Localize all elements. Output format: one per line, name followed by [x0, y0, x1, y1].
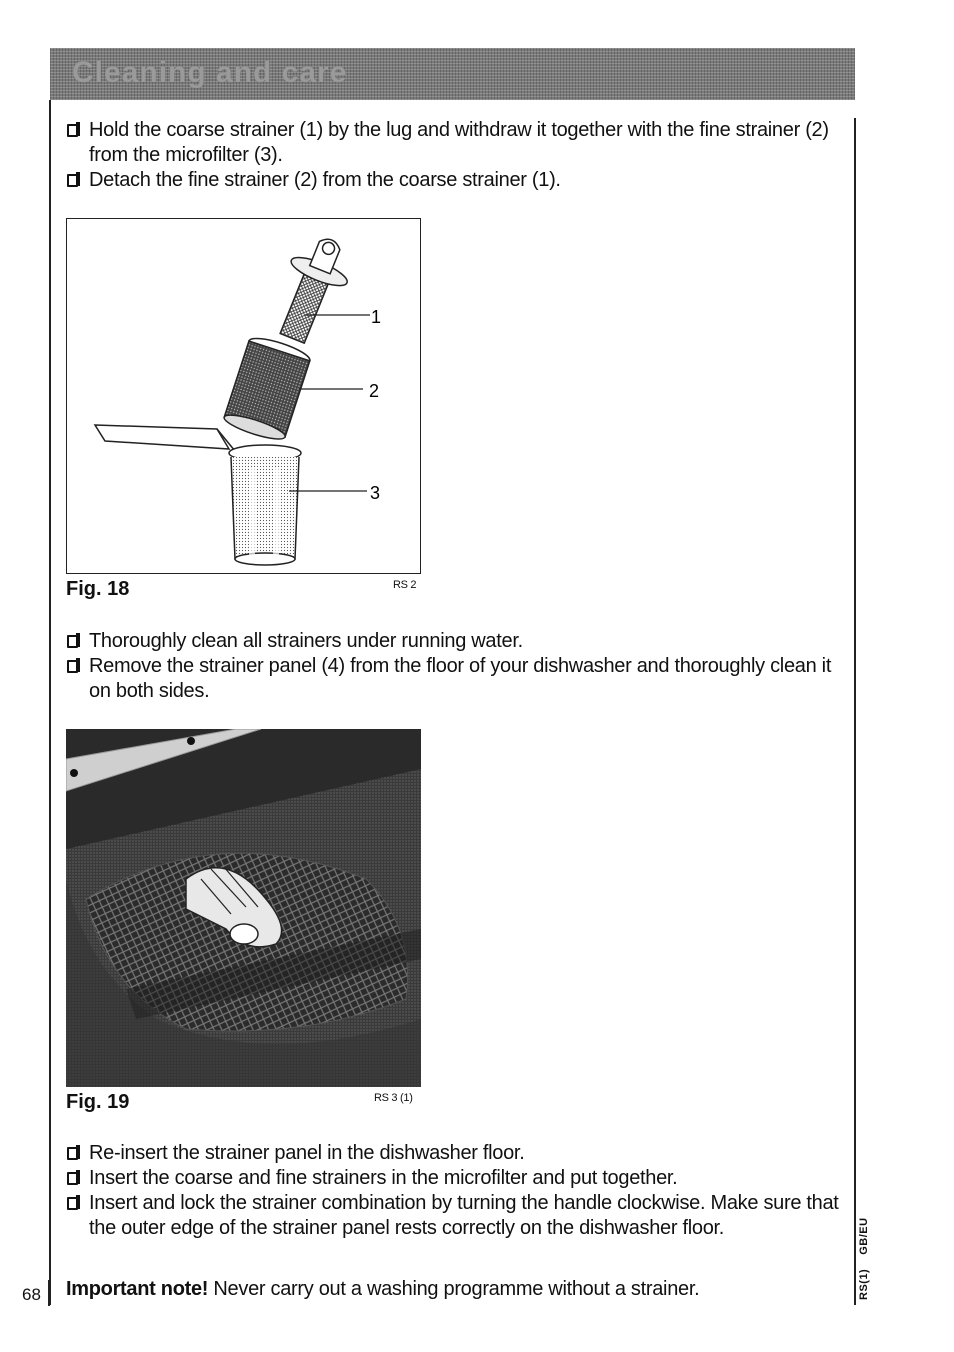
- figure-19-label: Fig. 19: [66, 1091, 130, 1113]
- side-document-code: [858, 1203, 870, 1300]
- figure-18-code: RS 2: [393, 579, 417, 591]
- left-margin-rule: [49, 100, 51, 1305]
- right-margin-rule: [854, 118, 856, 1305]
- list-item: [66, 168, 846, 193]
- instructions-block-2: [66, 629, 846, 704]
- page-number: 68: [22, 1285, 41, 1304]
- instructions-block-3: [66, 1141, 846, 1241]
- list-item-text: Insert the coarse and fine strainers in the microfilter and put together.: [89, 1167, 678, 1189]
- list-item-text: Detach the fine strainer (2) from the coarse strainer (1).: [89, 169, 561, 191]
- page-number-rule: [48, 1280, 50, 1306]
- checkbox-bullet-icon: [67, 1197, 78, 1210]
- checkbox-bullet-icon: [67, 124, 78, 137]
- strainer-assembly-drawing: [67, 219, 419, 572]
- instructions-block-1: [66, 118, 846, 193]
- list-item-text: Hold the coarse strainer (1) by the lug and withdraw it together with the fine strainer (2) from the microfilter (3).: [89, 119, 829, 166]
- callout-2: 2: [369, 381, 380, 401]
- list-item: [66, 1166, 846, 1191]
- list-item: [66, 1141, 846, 1166]
- figure-19-photo: [66, 729, 421, 1087]
- checkbox-bullet-icon: [67, 174, 78, 187]
- list-item: [66, 118, 846, 168]
- callout-3: 3: [370, 483, 381, 503]
- figure-18-label: Fig. 18: [66, 578, 130, 600]
- callout-1: 1: [371, 307, 382, 327]
- list-item-text: Re-insert the strainer panel in the dishwasher floor.: [89, 1142, 525, 1164]
- checkbox-bullet-icon: [67, 1147, 78, 1160]
- section-header-band: [50, 48, 855, 100]
- list-item-text: Insert and lock the strainer combination by turning the handle clockwise. Make sure that the outer edge of the strainer panel rests correctly on the dishwasher floor.: [89, 1192, 839, 1239]
- checkbox-bullet-icon: [67, 660, 78, 673]
- checkbox-bullet-icon: [67, 1172, 78, 1185]
- list-item: [66, 629, 846, 654]
- important-note: [66, 1278, 699, 1301]
- side-code-region: GB/EU: [858, 1217, 870, 1255]
- section-title: Cleaning and care: [72, 56, 348, 89]
- list-item: [66, 1191, 846, 1241]
- important-note-label: Important note!: [66, 1278, 209, 1300]
- strainer-panel-photo: [66, 729, 421, 1087]
- list-item: [66, 654, 846, 704]
- figure-19-code: RS 3 (1): [374, 1092, 413, 1104]
- list-item-text: Remove the strainer panel (4) from the floor of your dishwasher and thoroughly clean it on both sides.: [89, 655, 832, 702]
- side-code-model: RS(1): [858, 1268, 870, 1300]
- figure-18-illustration: [66, 218, 421, 574]
- checkbox-bullet-icon: [67, 635, 78, 648]
- important-note-text: Never carry out a washing programme without a strainer.: [208, 1278, 700, 1300]
- list-item-text: Thoroughly clean all strainers under running water.: [89, 630, 523, 652]
